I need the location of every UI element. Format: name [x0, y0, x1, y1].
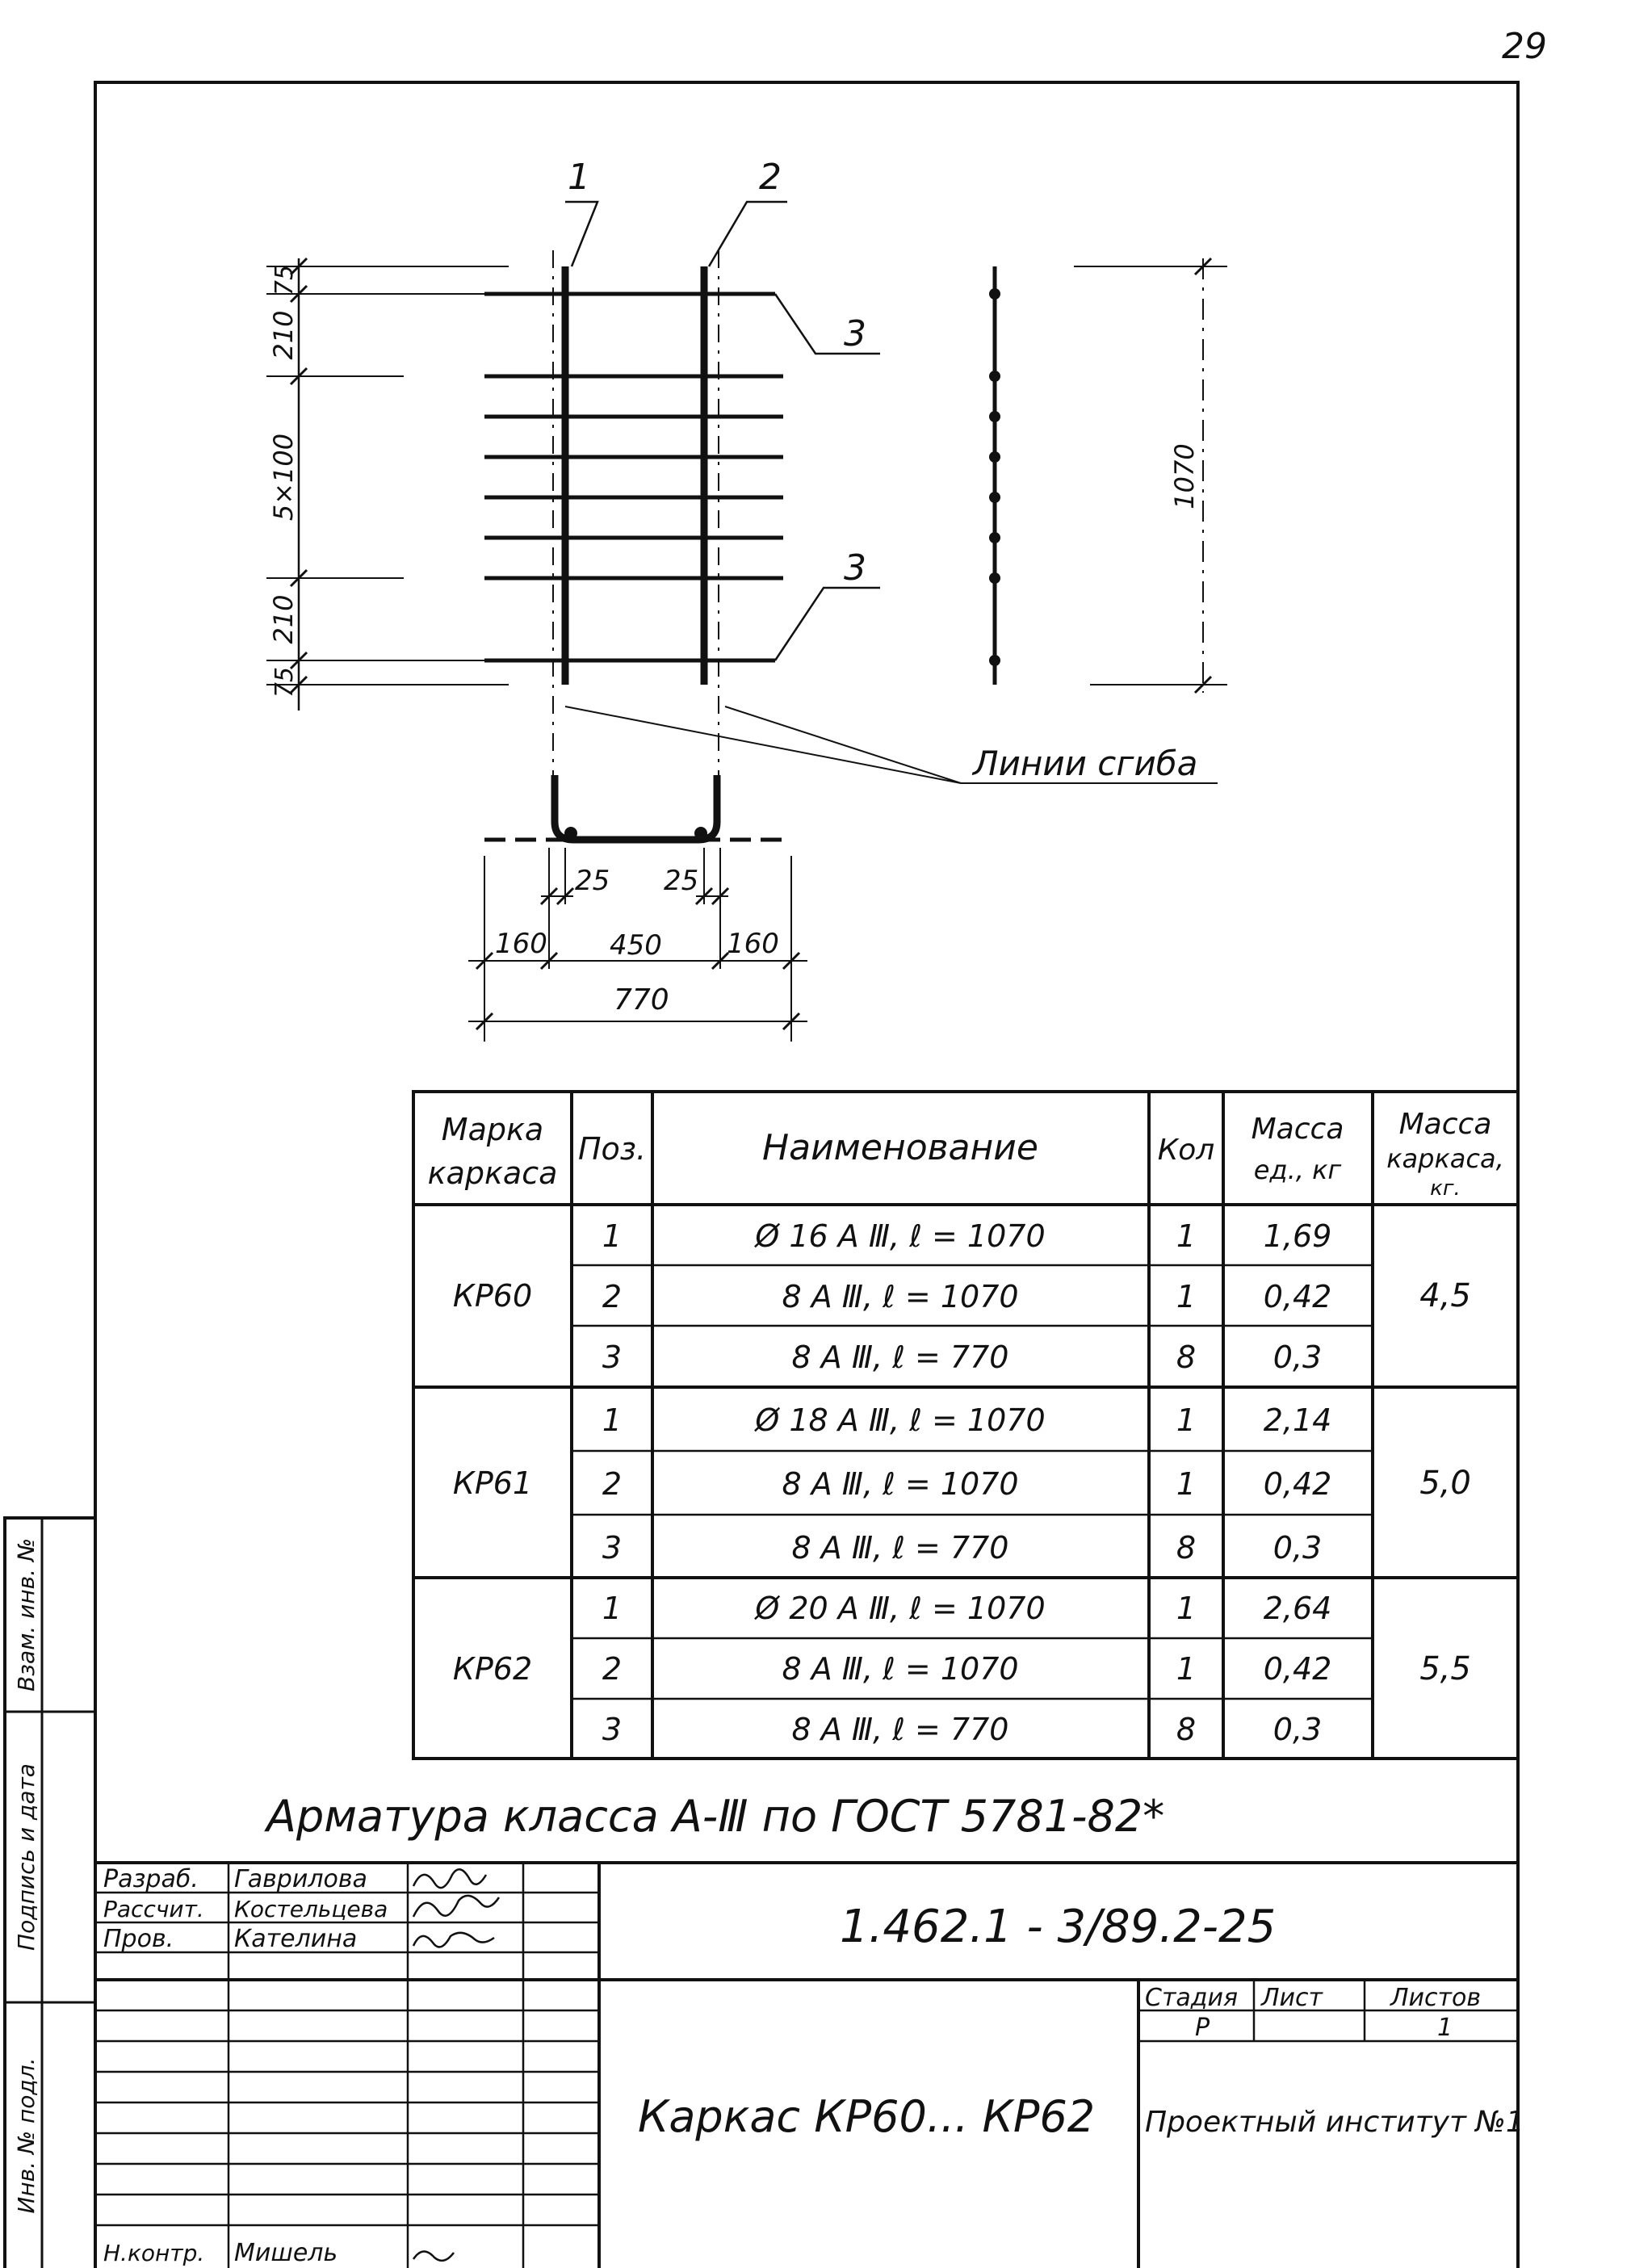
- row-qty: 8: [1176, 1712, 1197, 1747]
- dim-210-bottom: 210: [268, 594, 299, 644]
- row-mass: 0,3: [1273, 1339, 1323, 1375]
- group-kr62: [453, 1591, 1471, 1747]
- side-view: [989, 258, 1227, 693]
- dim-75-bottom: 75: [270, 666, 299, 698]
- header-frame-mass-line3: кг.: [1430, 1176, 1461, 1201]
- group-kr60: [453, 1218, 1471, 1375]
- sheet-header: Лист: [1261, 1984, 1323, 2012]
- row-pos: 2: [602, 1651, 623, 1687]
- dim-450: 450: [610, 929, 662, 962]
- signatures: [413, 1869, 499, 2261]
- role-checked: Пров.: [103, 1925, 174, 1953]
- leader-3-bottom: 3: [844, 547, 866, 589]
- row-mass: 0,42: [1263, 1651, 1332, 1687]
- row-qty: 1: [1176, 1279, 1197, 1314]
- row-qty: 1: [1176, 1402, 1197, 1438]
- sheets-header: Листов: [1390, 1984, 1482, 2012]
- leader-3-top: 3: [844, 313, 866, 354]
- side-stamp-inv-orig: Инв. № подл.: [13, 2057, 40, 2214]
- row-name: Ø 20 А Ⅲ, ℓ = 1070: [755, 1591, 1046, 1626]
- dim-770: 770: [614, 983, 669, 1017]
- row-mass: 1,69: [1263, 1218, 1332, 1254]
- row-mass: 0,42: [1263, 1466, 1332, 1502]
- leader-2: 2: [759, 157, 782, 198]
- front-view: [484, 157, 880, 807]
- row-pos: 2: [602, 1279, 623, 1314]
- page-number: 29: [1502, 26, 1547, 67]
- header-mark-line1: Марка: [441, 1112, 544, 1147]
- row-qty: 8: [1176, 1339, 1197, 1375]
- header-mark-line2: каркаса: [427, 1155, 558, 1191]
- row-qty: 1: [1176, 1466, 1197, 1502]
- dim-25-left: 25: [575, 865, 610, 897]
- cross-bars: [484, 294, 783, 660]
- row-mass: 0,3: [1273, 1712, 1323, 1747]
- group-kr61: [453, 1402, 1471, 1566]
- role-calculated: Рассчит.: [103, 1896, 204, 1922]
- row-pos: 3: [602, 1530, 623, 1566]
- group-mark: КР60: [452, 1278, 533, 1314]
- side-stamp-sign-date: Подпись и дата: [13, 1763, 40, 1951]
- group-frame-mass: 5,0: [1419, 1465, 1471, 1502]
- dim-210-top: 210: [268, 310, 299, 360]
- row-qty: 1: [1176, 1591, 1197, 1626]
- dim-160-left: 160: [495, 928, 547, 960]
- title-block: [95, 1863, 1524, 2268]
- header-name: Наименование: [762, 1127, 1038, 1168]
- group-frame-mass: 4,5: [1419, 1277, 1471, 1314]
- row-mass: 2,64: [1263, 1591, 1332, 1626]
- row-name: 8 А Ⅲ, ℓ = 1070: [782, 1466, 1019, 1502]
- doc-title: Каркас КР60... КР62: [638, 2091, 1096, 2142]
- bend-lines-callout: [565, 706, 1218, 783]
- sheets-value: 1: [1437, 2014, 1453, 2042]
- row-qty: 8: [1176, 1530, 1197, 1566]
- organization: Проектный институт №1: [1145, 2106, 1524, 2139]
- name-calculated: Костельцева: [234, 1896, 388, 1922]
- row-name: Ø 18 А Ⅲ, ℓ = 1070: [755, 1402, 1046, 1438]
- row-qty: 1: [1176, 1651, 1197, 1687]
- row-pos: 1: [602, 1591, 623, 1626]
- group-mark: КР61: [452, 1465, 533, 1501]
- header-unit-mass-line2: ед., кг: [1253, 1155, 1342, 1185]
- side-stamp-replace-inv: Взам. инв. №: [13, 1537, 40, 1692]
- group-mark: КР62: [452, 1651, 533, 1687]
- row-pos: 1: [602, 1402, 623, 1438]
- row-name: 8 А Ⅲ, ℓ = 770: [791, 1339, 1009, 1375]
- row-pos: 3: [602, 1339, 623, 1375]
- header-qty: Кол: [1157, 1134, 1215, 1167]
- dim-1070: 1070: [1169, 443, 1200, 509]
- dim-160-right: 160: [727, 928, 779, 960]
- row-name: 8 А Ⅲ, ℓ = 1070: [782, 1651, 1019, 1687]
- reinforcement-note: Арматура класса А-Ⅲ по ГОСТ 5781-82*: [266, 1791, 1165, 1842]
- dim-25-right: 25: [664, 865, 699, 897]
- stage-header: Стадия: [1145, 1984, 1239, 2012]
- row-name: Ø 16 А Ⅲ, ℓ = 1070: [755, 1218, 1046, 1254]
- header-pos: Поз.: [577, 1131, 647, 1167]
- row-qty: 1: [1176, 1218, 1197, 1254]
- header-frame-mass-line2: каркаса,: [1386, 1143, 1504, 1174]
- row-pos: 2: [602, 1466, 623, 1502]
- name-developer: Гаврилова: [234, 1865, 367, 1893]
- name-norm-control: Мишель: [234, 2239, 338, 2267]
- role-developer: Разраб.: [103, 1865, 199, 1893]
- row-pos: 3: [602, 1712, 623, 1747]
- spec-table: [413, 1092, 1518, 1759]
- header-unit-mass-line1: Масса: [1251, 1113, 1344, 1146]
- stage-value: Р: [1195, 2014, 1210, 2042]
- row-mass: 0,3: [1273, 1530, 1323, 1566]
- leader-1: 1: [568, 157, 590, 198]
- header-frame-mass-line1: Масса: [1398, 1108, 1492, 1141]
- group-frame-mass: 5,5: [1419, 1650, 1471, 1687]
- side-stamp: [5, 1518, 95, 2268]
- doc-code: 1.462.1 - 3/89.2-25: [840, 1901, 1277, 1953]
- left-dimension-chain: [266, 258, 509, 711]
- role-norm-control: Н.контр.: [103, 2240, 205, 2266]
- row-name: 8 А Ⅲ, ℓ = 1070: [782, 1279, 1019, 1314]
- row-mass: 0,42: [1263, 1279, 1332, 1314]
- row-name: 8 А Ⅲ, ℓ = 770: [791, 1712, 1009, 1747]
- bend-lines-label: Линии сгиба: [973, 744, 1198, 783]
- bottom-dimensions: [468, 848, 807, 1042]
- dim-75-top: 75: [270, 264, 299, 296]
- row-name: 8 А Ⅲ, ℓ = 770: [791, 1530, 1009, 1566]
- dim-5x100: 5×100: [268, 433, 299, 522]
- row-pos: 1: [602, 1218, 623, 1254]
- row-mass: 2,14: [1263, 1402, 1332, 1438]
- bent-section: [484, 775, 791, 840]
- name-checked: Кателина: [234, 1925, 358, 1953]
